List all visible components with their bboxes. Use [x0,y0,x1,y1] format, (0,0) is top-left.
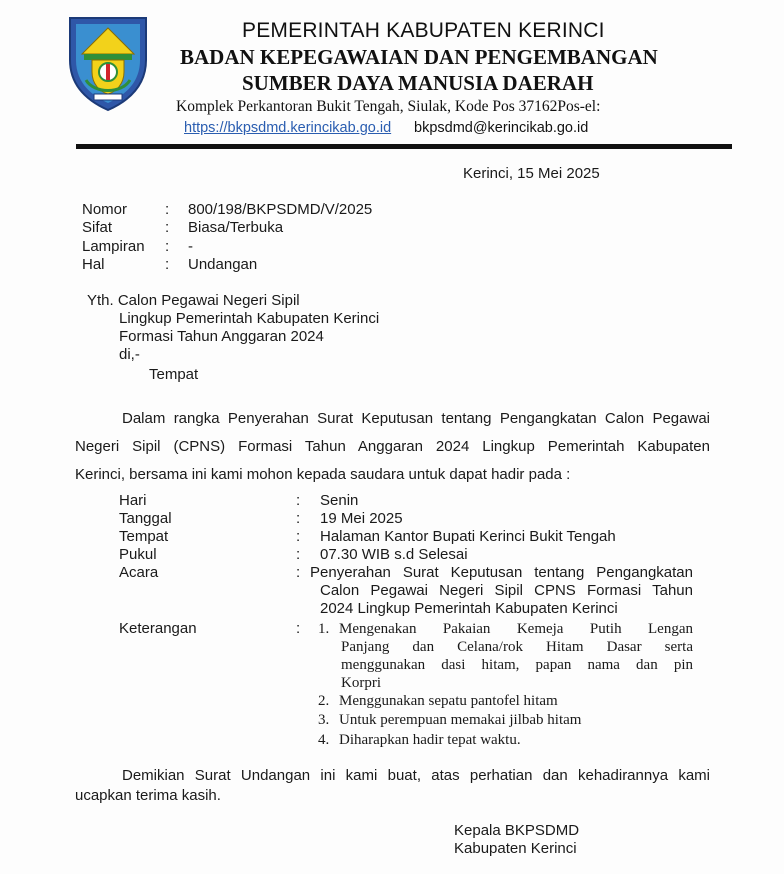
recipient-line1: Yth. Calon Pegawai Negeri Sipil [87,292,300,309]
keterangan-item3: Untuk perempuan memakai jilbab hitam [339,712,582,728]
agency-title-line1: BADAN KEPEGAWAIAN DAN PENGEMBANGAN [180,45,658,69]
website-link[interactable]: https://bkpsdmd.kerincikab.go.id [184,120,392,136]
meta-label-sifat: Sifat [82,219,113,236]
meta-label-nomor: Nomor [82,201,128,218]
meta-value-lampiran: - [188,238,193,255]
detail-colon: : [296,528,301,545]
detail-label-tanggal: Tanggal [119,510,172,527]
recipient-line3: Formasi Tahun Anggaran 2024 [119,328,324,345]
keterangan-item1-line2: Panjang dan Celana/rok Hitam Dasar serta [341,639,693,655]
letter-date: Kerinci, 15 Mei 2025 [463,165,600,182]
keterangan-num-3: 3. [318,712,330,728]
keterangan-num-2: 2. [318,693,330,709]
government-title: PEMERINTAH KABUPATEN KERINCI [242,19,605,42]
kerinci-emblem-icon [64,14,152,112]
meta-value-sifat: Biasa/Terbuka [188,219,284,236]
acara-line2: Calon Pegawai Negeri Sipil CPNS Formasi Tahun [320,582,693,599]
acara-line3: 2024 Lingkup Pemerintah Kabupaten Kerinci [320,600,618,617]
agency-title-line2: SUMBER DAYA MANUSIA DAERAH [242,71,594,95]
detail-value-hari: Senin [320,492,359,509]
signature-title: Kepala BKPSDMD [454,822,580,839]
letterhead-divider [76,144,732,149]
meta-label-hal: Hal [82,256,105,273]
body-line2: Negeri Sipil (CPNS) Formasi Tahun Anggaran 2024 Lingkup Pemerintah Kabupaten [75,438,710,455]
signature-region: Kabupaten Kerinci [454,840,577,857]
meta-colon: : [165,238,170,255]
recipient-line5: Tempat [149,366,199,383]
keterangan-item1-line1: Mengenakan Pakaian Kemeja Putih Lengan [339,621,693,637]
keterangan-item1-line4: Korpri [341,675,381,691]
detail-label-tempat: Tempat [119,528,169,545]
body-line3: Kerinci, bersama ini kami mohon kepada saudara untuk dapat hadir pada : [75,466,571,483]
keterangan-item1-line3: menggunakan dasi hitam, papan nama dan pin [341,657,693,673]
detail-label-pukul: Pukul [119,546,157,563]
meta-colon: : [165,256,170,273]
detail-colon: : [296,564,301,581]
meta-value-nomor: 800/198/BKPSDMD/V/2025 [188,201,373,218]
acara-line1: Penyerahan Surat Keputusan tentang Pengangkatan [310,564,693,581]
detail-label-keterangan: Keterangan [119,620,197,637]
closing-line1: Demikian Surat Undangan ini kami buat, atas perhatian dan kehadirannya kami [122,767,710,784]
detail-label-hari: Hari [119,492,147,509]
body-line1: Dalam rangka Penyerahan Surat Keputusan tentang Pengangkatan Calon Pegawai [122,410,710,427]
detail-colon: : [296,510,301,527]
detail-colon: : [296,620,301,637]
detail-colon: : [296,492,301,509]
keterangan-item2: Menggunakan sepatu pantofel hitam [339,693,558,709]
keterangan-item4: Diharapkan hadir tepat waktu. [339,732,521,748]
keterangan-num-4: 4. [318,732,330,748]
meta-colon: : [165,219,170,236]
detail-colon: : [296,546,301,563]
detail-value-pukul: 07.30 WIB s.d Selesai [320,546,468,563]
meta-value-hal: Undangan [188,256,258,273]
meta-label-lampiran: Lampiran [82,238,145,255]
office-address: Komplek Perkantoran Bukit Tengah, Siulak, Kode Pos 37162Pos-el: [176,98,601,115]
keterangan-num-1: 1. [318,621,330,637]
email-address: bkpsdmd@kerincikab.go.id [414,120,589,136]
meta-colon: : [165,201,170,218]
detail-value-tempat: Halaman Kantor Bupati Kerinci Bukit Tengah [320,528,616,545]
detail-value-tanggal: 19 Mei 2025 [320,510,403,527]
detail-label-acara: Acara [119,564,159,581]
closing-line2: ucapkan terima kasih. [75,787,221,804]
recipient-line2: Lingkup Pemerintah Kabupaten Kerinci [119,310,380,327]
recipient-line4: di,- [119,346,140,363]
